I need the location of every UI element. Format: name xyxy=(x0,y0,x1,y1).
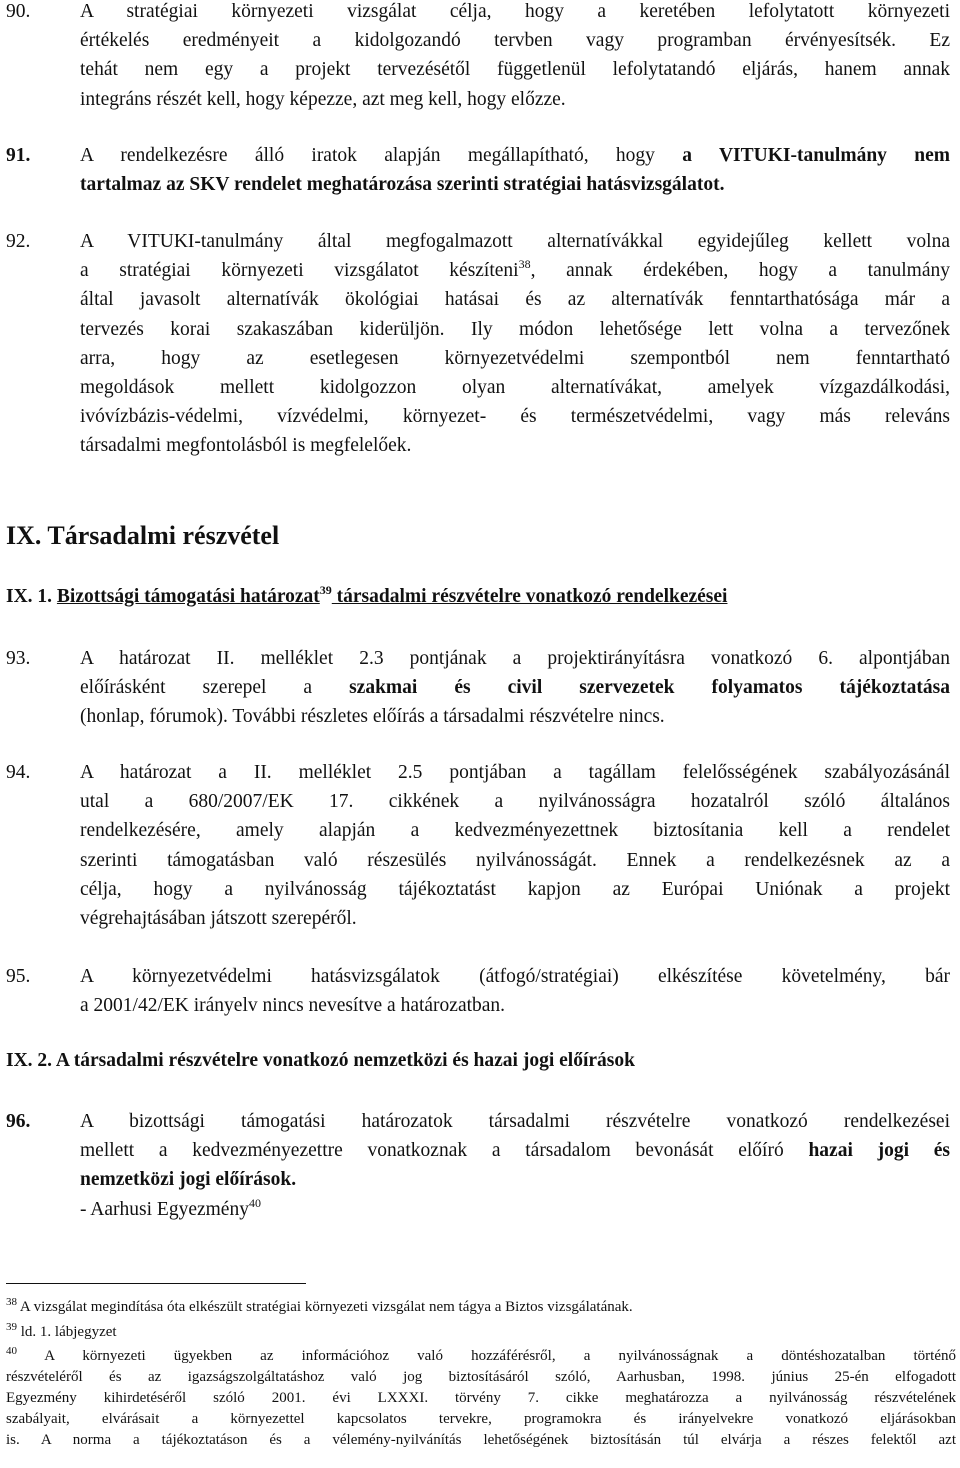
text-run: A rendelkezésre álló iratok alapján megállapítható, hogy xyxy=(80,145,683,166)
footnote-number: 40 xyxy=(6,1345,17,1357)
footnote-number: 39 xyxy=(6,1321,17,1333)
text-line: tervezés korai szakaszában kiderüljön. Ily módon lehetősége lett volna a tervezőnek xyxy=(80,318,950,340)
subsection-heading-ix-1 xyxy=(6,583,728,608)
text-line xyxy=(80,673,950,702)
bold-text-run: a VITUKI-tanulmány nem xyxy=(682,145,950,166)
bold-text-line: tartalmaz az SKV rendelet meghatározása szerinti stratégiai hatásvizsgálatot. xyxy=(80,174,725,196)
paragraph-number: 95. xyxy=(6,966,31,987)
footnote-line: Egyezmény kihirdetéséről szóló 2001. évi LXXXI. törvény 7. cikke meghatározza a nyilvánosság részvételének xyxy=(6,1390,956,1406)
footnote-line: szabályait, elvárásait a környezettel kapcsolatos tervekre, programokra és irányelvekre vonatkozó eljárásokban xyxy=(6,1411,956,1427)
paragraph-96 xyxy=(6,1107,950,1224)
paragraph-95 xyxy=(6,962,950,1020)
underlined-heading-text: társadalmi részvételre vonatkozó rendelkezései xyxy=(331,586,728,607)
footnote-text: A vizsgálat megindítása óta elkészült stratégiai környezeti vizsgálat nem tágya a Biztos vizsgálatának. xyxy=(17,1299,633,1315)
text-run: előírásként szerepel a xyxy=(80,677,350,699)
bold-text-run: hazai jogi és xyxy=(808,1140,950,1162)
text-line: ivóvízbázis-védelmi, vízvédelmi, környezet- és természetvédelmi, vagy más releváns xyxy=(80,406,950,428)
subsection-heading-ix-2: IX. 2. A társadalmi részvételre vonatkozó nemzetközi és hazai jogi előírások xyxy=(6,1050,635,1071)
footnote-line xyxy=(6,1346,956,1367)
text-line: végrehajtásában játszott szerepéről. xyxy=(80,908,357,930)
text-line: arra, hogy az esetlegesen környezetvédelmi szempontból nem fenntartható xyxy=(80,347,950,369)
footnote-line: is. A norma a tájékoztatáson és a vélemény-nyilvánítás lehetőségének biztosításán túl elvárja a részes felektől azt xyxy=(6,1432,956,1448)
footnote-39 xyxy=(6,1322,956,1343)
text-line xyxy=(80,256,950,285)
footnote-line xyxy=(6,1297,956,1318)
text-run: , annak érdekében, hogy a tanulmány xyxy=(530,260,950,282)
text-line: A környezetvédelmi hatásvizsgálatok (átfogó/stratégiai) elkészítése követelmény, bár xyxy=(80,966,950,987)
text-line: utal a 680/2007/EK 17. cikkének a nyilvánosságra hozatalról szóló általános xyxy=(80,791,950,813)
text-line: célja, hogy a nyilvánosság tájékoztatást kapjon az Európai Uniónak a projekt xyxy=(80,878,950,900)
bold-text-run: szakmai és civil szervezetek folyamatos tájékoztatása xyxy=(349,677,950,699)
footnote-text: ld. 1. lábjegyzet xyxy=(17,1324,117,1340)
paragraph-number: 90. xyxy=(6,1,31,22)
footnote-40 xyxy=(6,1346,956,1451)
text-line: értékelés eredményeit a kidolgozandó tervben vagy programban érvényesítsék. Ez xyxy=(80,30,950,52)
footnote-line: részvételéről és az igazságszolgáltatáshoz való jog biztosításáról szóló, Aarhusban, 1998. június 25-én elfogadott xyxy=(6,1369,956,1385)
footnote-ref: 39 xyxy=(319,583,332,597)
footnote-ref: 40 xyxy=(248,1195,261,1210)
paragraph-91 xyxy=(6,141,950,199)
text-line: A határozat a II. melléklet 2.5 pontjában a tagállam felelősségének szabályozásánál xyxy=(80,762,950,783)
text-line: tehát nem egy a projekt tervezésétől függetlenül lefolytatandó eljárás, hanem annak xyxy=(80,59,950,81)
paragraph-number: 93. xyxy=(6,648,31,669)
text-line: rendelkezésére, amely alapján a kedvezményezettnek biztosítania kell a rendelet xyxy=(80,820,950,842)
text-line: (honlap, fórumok). További részletes előírás a társadalmi részvételre nincs. xyxy=(80,706,665,728)
text-line: szerinti támogatásban való részesülés nyilvánosságát. Ennek a rendelkezésnek az a xyxy=(80,849,950,871)
section-heading: IX. Társadalmi részvétel xyxy=(6,521,280,550)
text-line: által javasolt alternatívák ökológiai hatásai és az alternatívák fenntarthatósága már a xyxy=(80,289,950,311)
footnote-number: 38 xyxy=(6,1296,17,1308)
text-line: megoldások mellett kidolgozzon olyan alternatívákat, amelyek vízgazdálkodási, xyxy=(80,377,950,399)
footnote-text: A környezeti ügyekben az információhoz való hozzáférésről, a nyilvánosságnak a döntéshozatalban történő xyxy=(17,1348,956,1364)
list-item xyxy=(80,1195,950,1224)
paragraph-94 xyxy=(6,758,950,933)
paragraph-number: 92. xyxy=(6,231,31,252)
paragraph-92 xyxy=(6,227,950,461)
text-line xyxy=(80,1136,950,1165)
text-run: a stratégiai környezeti vizsgálatot készíteni xyxy=(80,260,519,282)
paragraph-number: 96. xyxy=(6,1111,31,1132)
text-line: a 2001/42/EK irányelv nincs nevesítve a határozatban. xyxy=(80,995,506,1017)
footnote-38 xyxy=(6,1297,956,1318)
paragraph-number: 94. xyxy=(6,762,31,783)
text-line: társadalmi megfontolásból is megfelelőek. xyxy=(80,435,412,457)
text-run: mellett a kedvezményezettre vonatkoznak a társadalom bevonását előíró xyxy=(80,1140,809,1162)
underlined-heading-text: Bizottsági támogatási határozat xyxy=(56,586,320,607)
paragraph-93 xyxy=(6,644,950,732)
footnote-line xyxy=(6,1322,956,1343)
bold-text-line: nemzetközi jogi előírások. xyxy=(80,1169,297,1191)
heading-number: IX. 1. xyxy=(6,586,57,607)
text-run: - Aarhusi Egyezmény xyxy=(80,1198,249,1220)
text-line: A VITUKI-tanulmány által megfogalmazott alternatívákkal egyidejűleg kellett volna xyxy=(80,231,950,252)
text-line xyxy=(80,141,950,170)
text-line: integráns részét kell, hogy képezze, azt meg kell, hogy előzze. xyxy=(80,88,566,110)
footnote-ref: 38 xyxy=(518,257,531,272)
text-line: A stratégiai környezeti vizsgálat célja, hogy a keretében lefolytatott környezeti xyxy=(80,1,950,22)
text-line: A bizottsági támogatási határozatok társadalmi részvételre vonatkozó rendelkezései xyxy=(80,1111,950,1132)
footnote-separator xyxy=(6,1283,306,1284)
text-line: A határozat II. melléklet 2.3 pontjának a projektirányításra vonatkozó 6. alpontjában xyxy=(80,648,950,669)
paragraph-number: 91. xyxy=(6,145,31,166)
paragraph-90 xyxy=(6,0,950,114)
